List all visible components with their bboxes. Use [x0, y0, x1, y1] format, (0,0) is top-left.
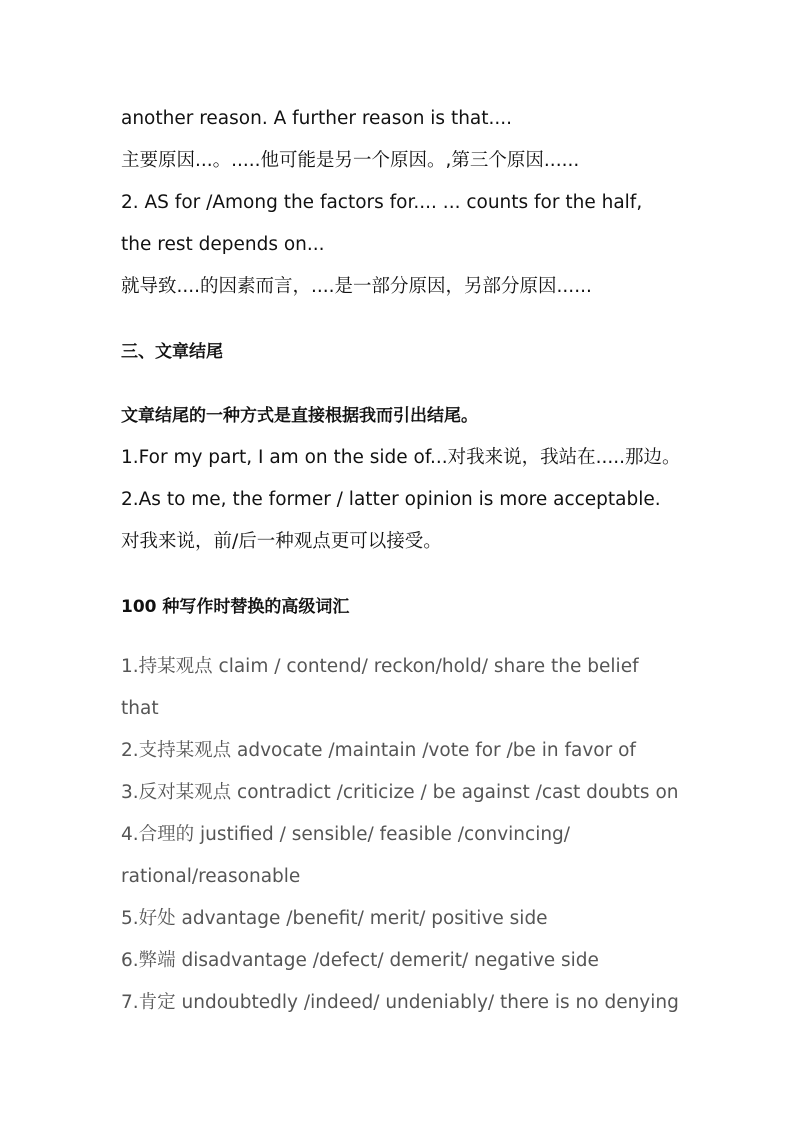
vocab-item: that	[121, 698, 159, 719]
vocab-item: 7.肯定 undoubtedly /indeed/ undeniably/ there is no denying	[121, 992, 679, 1013]
vocab-item: rational/reasonable	[121, 866, 301, 887]
text-line: 1.For my part, I am on the side of...对我来说，我站在.....那边。	[121, 447, 681, 468]
vocab-heading: 100 种写作时替换的高级词汇	[121, 597, 350, 617]
text-line: 对我来说，前/后一种观点更可以接受。	[121, 531, 442, 552]
vocab-item: 5.好处 advantage /benefit/ merit/ positive side	[121, 908, 548, 929]
text-line: 2. AS for /Among the factors for.... ... counts for the half,	[121, 192, 643, 213]
vocab-item: 4.合理的 justified / sensible/ feasible /convincing/	[121, 824, 571, 845]
text-line: 2.As to me, the former / latter opinion is more acceptable.	[121, 489, 661, 510]
vocab-item: 3.反对某观点 contradict /criticize / be against /cast doubts on	[121, 782, 679, 803]
text-line: 就导致....的因素而言，....是一部分原因，另部分原因......	[121, 276, 592, 297]
vocab-item: 1.持某观点 claim / contend/ reckon/hold/ share the belief	[121, 656, 639, 677]
text-line: 主要原因...。.....他可能是另一个原因。,第三个原因......	[121, 150, 580, 171]
section-heading: 三、文章结尾	[121, 342, 223, 362]
vocab-item: 6.弊端 disadvantage /defect/ demerit/ negative side	[121, 950, 599, 971]
text-line: the rest depends on...	[121, 234, 325, 255]
vocab-item: 2.支持某观点 advocate /maintain /vote for /be in favor of	[121, 740, 636, 761]
text-line: another reason. A further reason is that....	[121, 108, 513, 129]
section-intro: 文章结尾的一种方式是直接根据我而引出结尾。	[121, 406, 478, 426]
